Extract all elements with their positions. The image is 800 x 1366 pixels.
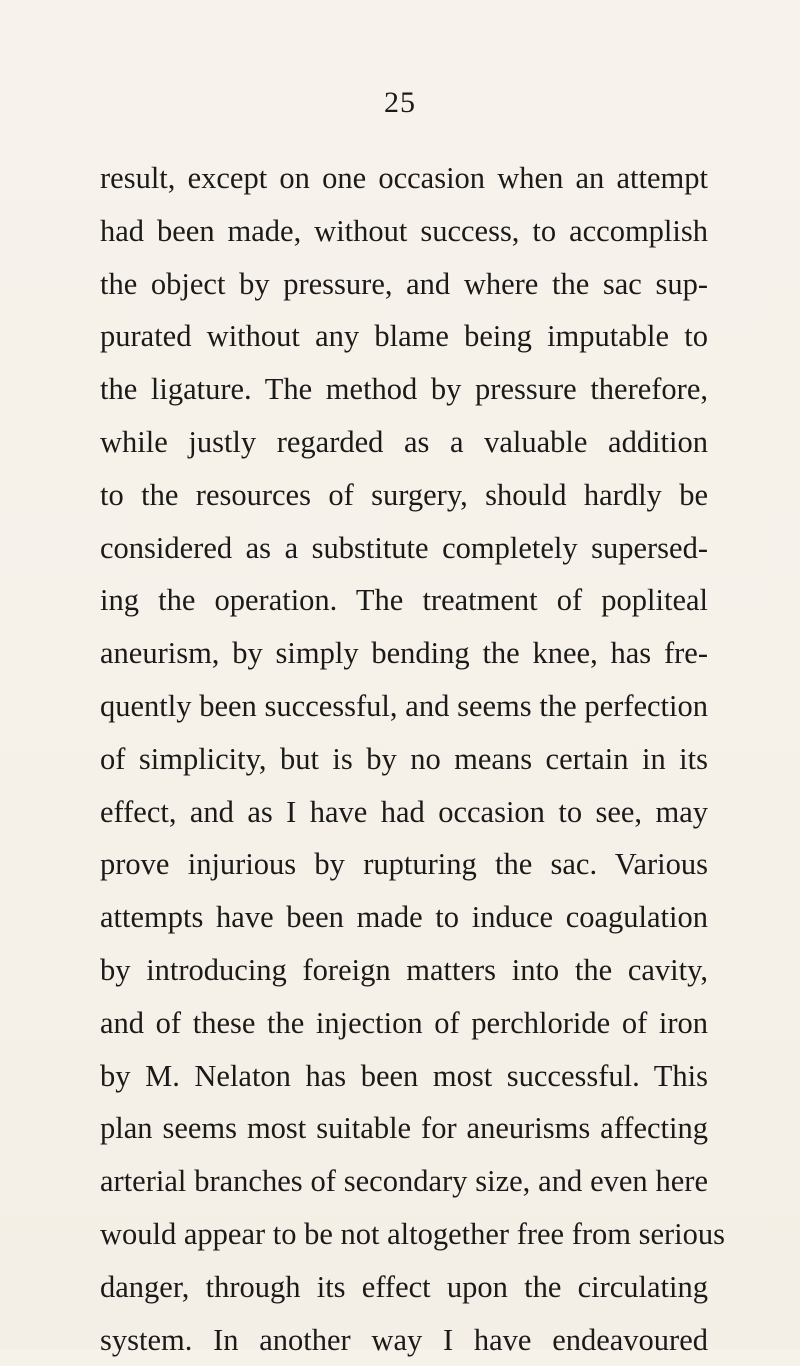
page-number: 25 bbox=[384, 86, 416, 119]
text-line: result, except on one occasion when an attempt bbox=[100, 161, 708, 195]
text-line: and of these the injection of perchloride of iron bbox=[100, 1005, 708, 1040]
text-line: danger, through its effect upon the circulating bbox=[100, 1269, 708, 1304]
text-line: attempts have been made to induce coagulation bbox=[100, 900, 708, 935]
text-line: purated without any blame being imputable to bbox=[100, 319, 708, 354]
text-line: plan seems most suitable for aneurisms affecting bbox=[100, 1111, 708, 1146]
text-line: by introducing foreign matters into the cavity, bbox=[100, 952, 708, 987]
text-line: while justly regarded as a valuable addition bbox=[100, 424, 708, 459]
text-line: system. In another way I have endeavoured bbox=[100, 1322, 708, 1357]
text-line: would appear to be not altogether free from serious bbox=[100, 1216, 726, 1251]
text-line: effect, and as I have had occasion to see, may bbox=[100, 794, 708, 829]
text-line: prove injurious by rupturing the sac. Various bbox=[100, 847, 708, 882]
text-line: arterial branches of secondary size, and even here bbox=[100, 1164, 708, 1199]
text-line: the object by pressure, and where the sac sup- bbox=[100, 266, 708, 301]
text-line: of simplicity, but is by no means certain in its bbox=[100, 741, 708, 776]
text-line: to the resources of surgery, should hardly be bbox=[100, 477, 708, 512]
text-line: aneurism, by simply bending the knee, has fre- bbox=[100, 636, 708, 671]
text-line: quently been successful, and seems the perfection bbox=[100, 688, 708, 723]
text-line: had been made, without success, to accomplish bbox=[100, 213, 708, 248]
text-line: by M. Nelaton has been most successful. This bbox=[100, 1058, 708, 1093]
text-line: considered as a substitute completely supersed- bbox=[100, 530, 708, 565]
text-line: ing the operation. The treatment of popliteal bbox=[100, 583, 708, 618]
text-line: the ligature. The method by pressure therefore, bbox=[100, 372, 708, 407]
body-text bbox=[100, 152, 726, 1366]
